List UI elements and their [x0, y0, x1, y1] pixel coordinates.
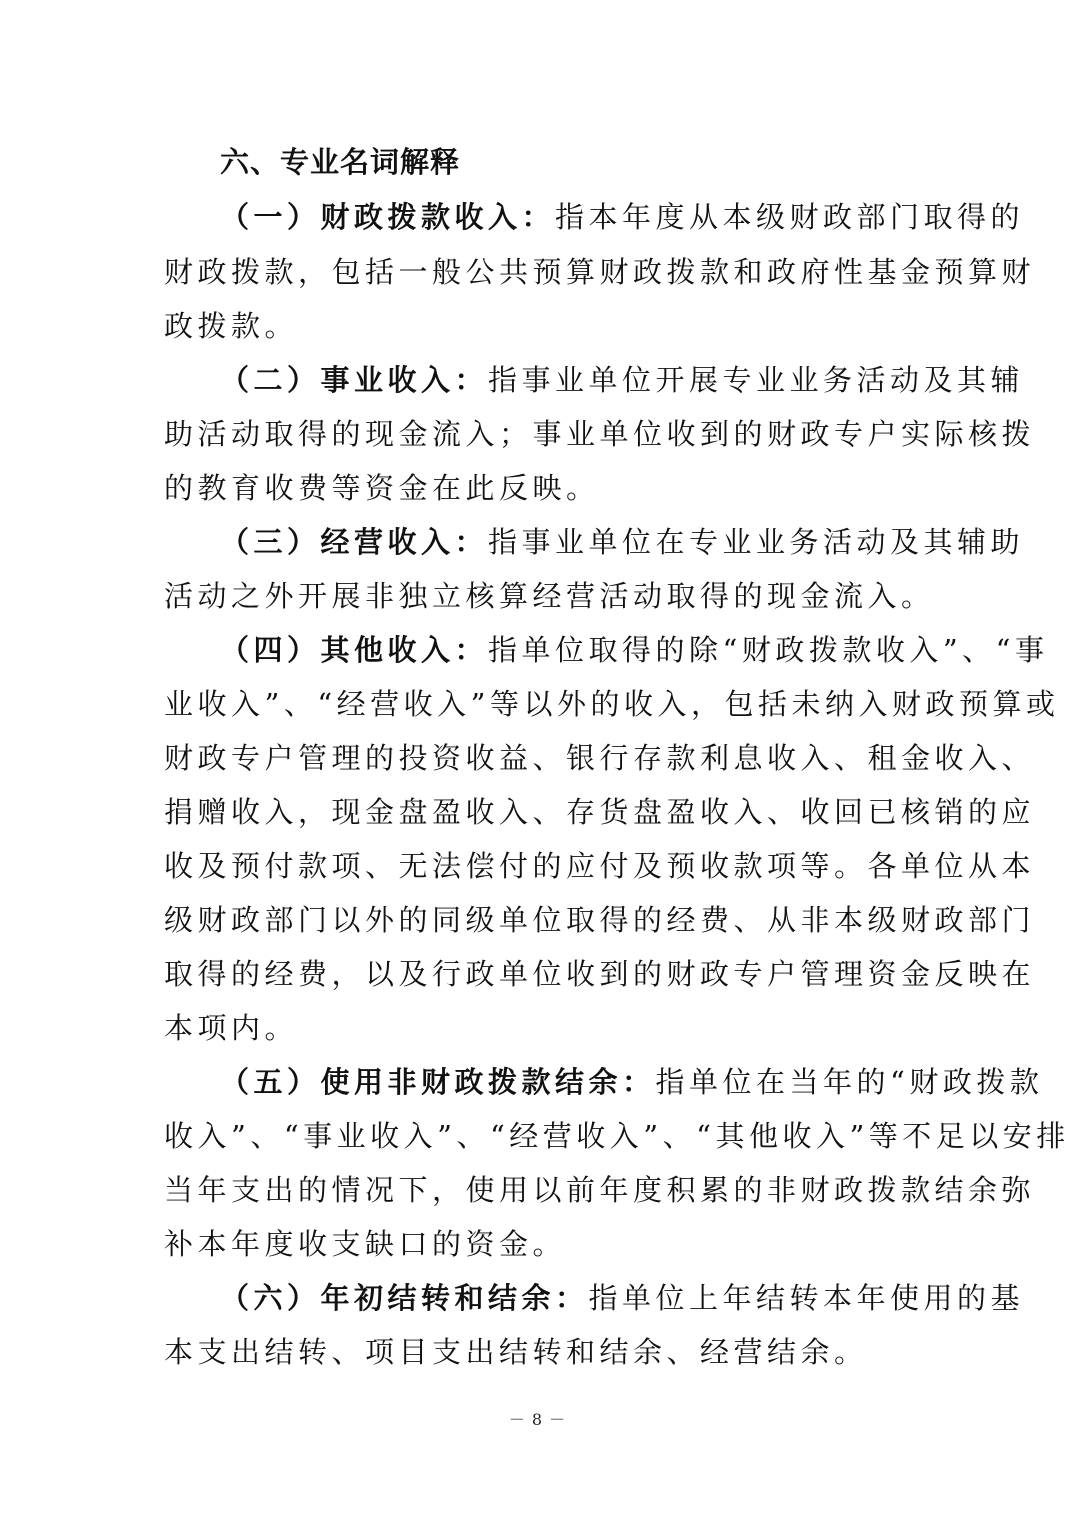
definition-line: 当年支出的情况下，使用以前年度积累的非财政拨款结余弥	[164, 1173, 1036, 1207]
definition-text: 指本年度从本级财政部门取得的	[555, 200, 1025, 234]
definition-line: 本支出结转、项目支出结转和结余、经营结余。	[164, 1335, 868, 1369]
definition-text: 指单位取得的除“财政拨款收入”、“事	[488, 633, 1049, 667]
definition-text: 指单位在当年的“财政拨款	[655, 1065, 1044, 1099]
definition-line: 财政专户管理的投资收益、银行存款利息收入、租金收入、	[164, 741, 1036, 775]
definition-line: 收入”、“事业收入”、“经营收入”、“其他收入”等不足以安排	[164, 1119, 1070, 1153]
definition-line: 的教育收费等资金在此反映。	[164, 471, 600, 505]
definition-line: 业收入”、“经营收入”等以外的收入，包括未纳入财政预算或	[164, 687, 1060, 721]
definition-line: 本项内。	[164, 1011, 299, 1045]
definition-line: 级财政部门以外的同级单位取得的经费、从非本级财政部门	[164, 903, 1036, 937]
definition-first-line	[220, 522, 1025, 562]
term-label: （六）年初结转和结余：	[220, 1281, 589, 1315]
definition-line: 政拨款。	[164, 309, 299, 343]
term-label: （三）经营收入：	[220, 525, 489, 559]
definition-line: 助活动取得的现金流入；事业单位收到的财政专户实际核拨	[164, 417, 1036, 451]
definition-first-line	[220, 1062, 1044, 1102]
definition-line: 补本年度收支缺口的资金。	[164, 1227, 567, 1261]
definition-line: 捐赠收入，现金盘盈收入、存货盘盈收入、收回已核销的应	[164, 795, 1036, 829]
term-label: （二）事业收入：	[220, 363, 489, 397]
definition-text: 指事业单位在专业业务活动及其辅助	[488, 525, 1025, 559]
definition-first-line	[220, 630, 1049, 670]
term-label: （四）其他收入：	[220, 633, 489, 667]
definition-line: 取得的经费，以及行政单位收到的财政专户管理资金反映在	[164, 957, 1036, 991]
term-label: （一）财政拨款收入：	[220, 200, 556, 234]
definition-first-line	[220, 1278, 1025, 1318]
section-heading: 六、专业名词解释	[220, 145, 461, 179]
definition-line: 财政拨款，包括一般公共预算财政拨款和政府性基金预算财	[164, 255, 1036, 289]
page-number: － 8 －	[508, 1410, 567, 1429]
definition-first-line	[220, 197, 1025, 237]
definition-text: 指单位上年结转本年使用的基	[588, 1281, 1025, 1315]
definition-line: 活动之外开展非独立核算经营活动取得的现金流入。	[164, 579, 935, 613]
definition-first-line	[220, 360, 1025, 400]
definition-text: 指事业单位开展专业业务活动及其辅	[488, 363, 1025, 397]
term-label: （五）使用非财政拨款结余：	[220, 1065, 656, 1099]
definition-line: 收及预付款项、无法偿付的应付及预收款项等。各单位从本	[164, 849, 1036, 883]
